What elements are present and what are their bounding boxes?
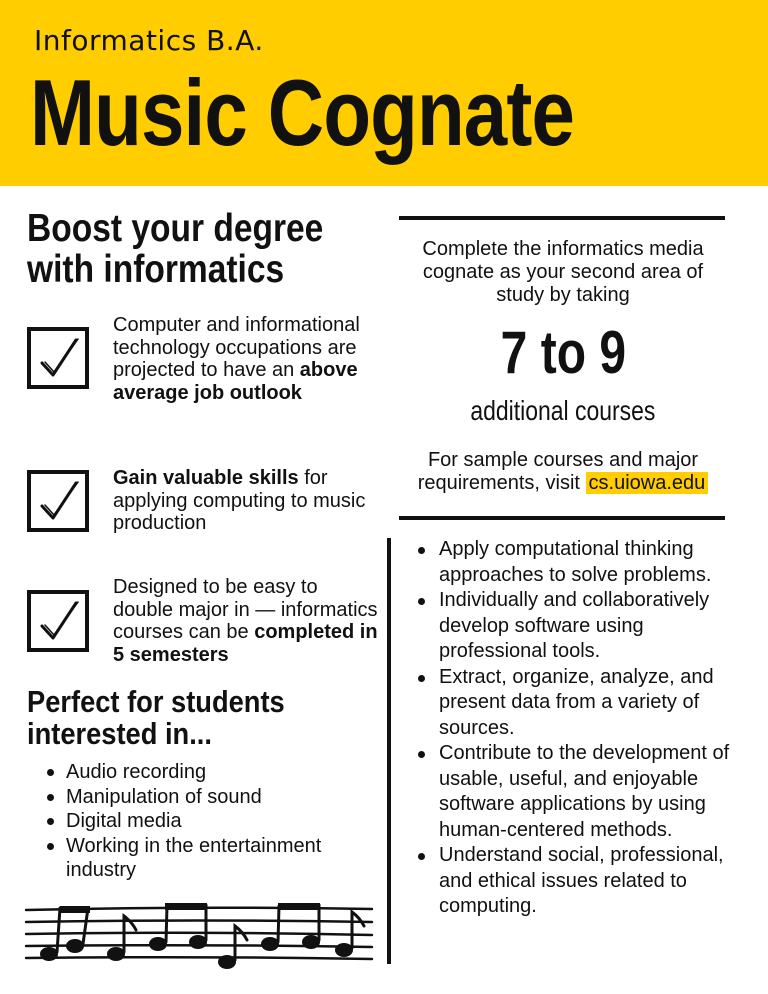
page-title: Music Cognate bbox=[30, 60, 575, 165]
benefit-bold: Gain valuable skills bbox=[113, 467, 299, 489]
course-count bbox=[400, 318, 726, 388]
list-item: Audio recording bbox=[45, 760, 345, 785]
checkbox-check-icon bbox=[27, 327, 89, 389]
interests-heading bbox=[27, 686, 285, 750]
list-item: Manipulation of sound bbox=[45, 785, 345, 810]
list-item: Contribute to the development of usable, useful, and enjoyable software applications by using human-centered methods. bbox=[415, 741, 745, 843]
list-item: Digital media bbox=[45, 809, 345, 834]
benefit-bold: above average job outlook bbox=[113, 359, 358, 404]
benefit-skills bbox=[113, 467, 383, 535]
bottom-divider bbox=[399, 516, 725, 520]
header-banner bbox=[0, 0, 768, 186]
boost-headline bbox=[27, 208, 323, 290]
benefit-bold: completed in 5 semesters bbox=[113, 621, 378, 666]
program-subtitle: Informatics B.A. bbox=[34, 24, 264, 57]
top-divider bbox=[399, 216, 725, 220]
skills-list bbox=[415, 537, 745, 920]
interests-list bbox=[45, 760, 345, 883]
list-item: Extract, organize, analyze, and present data from a variety of sources. bbox=[415, 665, 745, 742]
course-count-value: 7 to 9 bbox=[500, 319, 626, 386]
benefit-job-outlook bbox=[113, 314, 383, 404]
boost-headline-line1: Boost your degree bbox=[27, 207, 324, 250]
interests-heading-line1: Perfect for students bbox=[27, 684, 285, 719]
checkbox-check-icon bbox=[27, 470, 89, 532]
list-item: Apply computational thinking approaches to solve problems. bbox=[415, 537, 745, 588]
benefit-double-major bbox=[113, 576, 383, 666]
list-item: Individually and collaboratively develop software using professional tools. bbox=[415, 588, 745, 665]
complete-text: Complete the informatics media cognate as your second area of study by taking bbox=[422, 238, 704, 306]
benefit-text: Computer and informational technology occupations are projected to have an bbox=[113, 314, 360, 381]
sample-courses-text bbox=[400, 449, 726, 495]
column-divider bbox=[387, 538, 391, 964]
interests-heading-line2: interested in... bbox=[27, 716, 212, 751]
benefit-text: Designed to be easy to double major in — informatics courses can be bbox=[113, 576, 378, 643]
sample-text: For sample courses and major requirements, visit bbox=[417, 449, 699, 494]
list-item: Working in the entertainment industry bbox=[45, 834, 345, 883]
website-link[interactable]: cs.uiowa.edu bbox=[586, 472, 709, 494]
course-label bbox=[400, 394, 726, 428]
list-item: Understand social, professional, and ethical issues related to computing. bbox=[415, 843, 745, 920]
benefit-suffix: for applying computing to music production bbox=[113, 467, 366, 534]
course-label-text: additional courses bbox=[470, 395, 656, 426]
checkbox-check-icon bbox=[27, 590, 89, 652]
music-staff-notes-icon bbox=[24, 900, 374, 970]
boost-headline-line2: with informatics bbox=[27, 248, 285, 291]
